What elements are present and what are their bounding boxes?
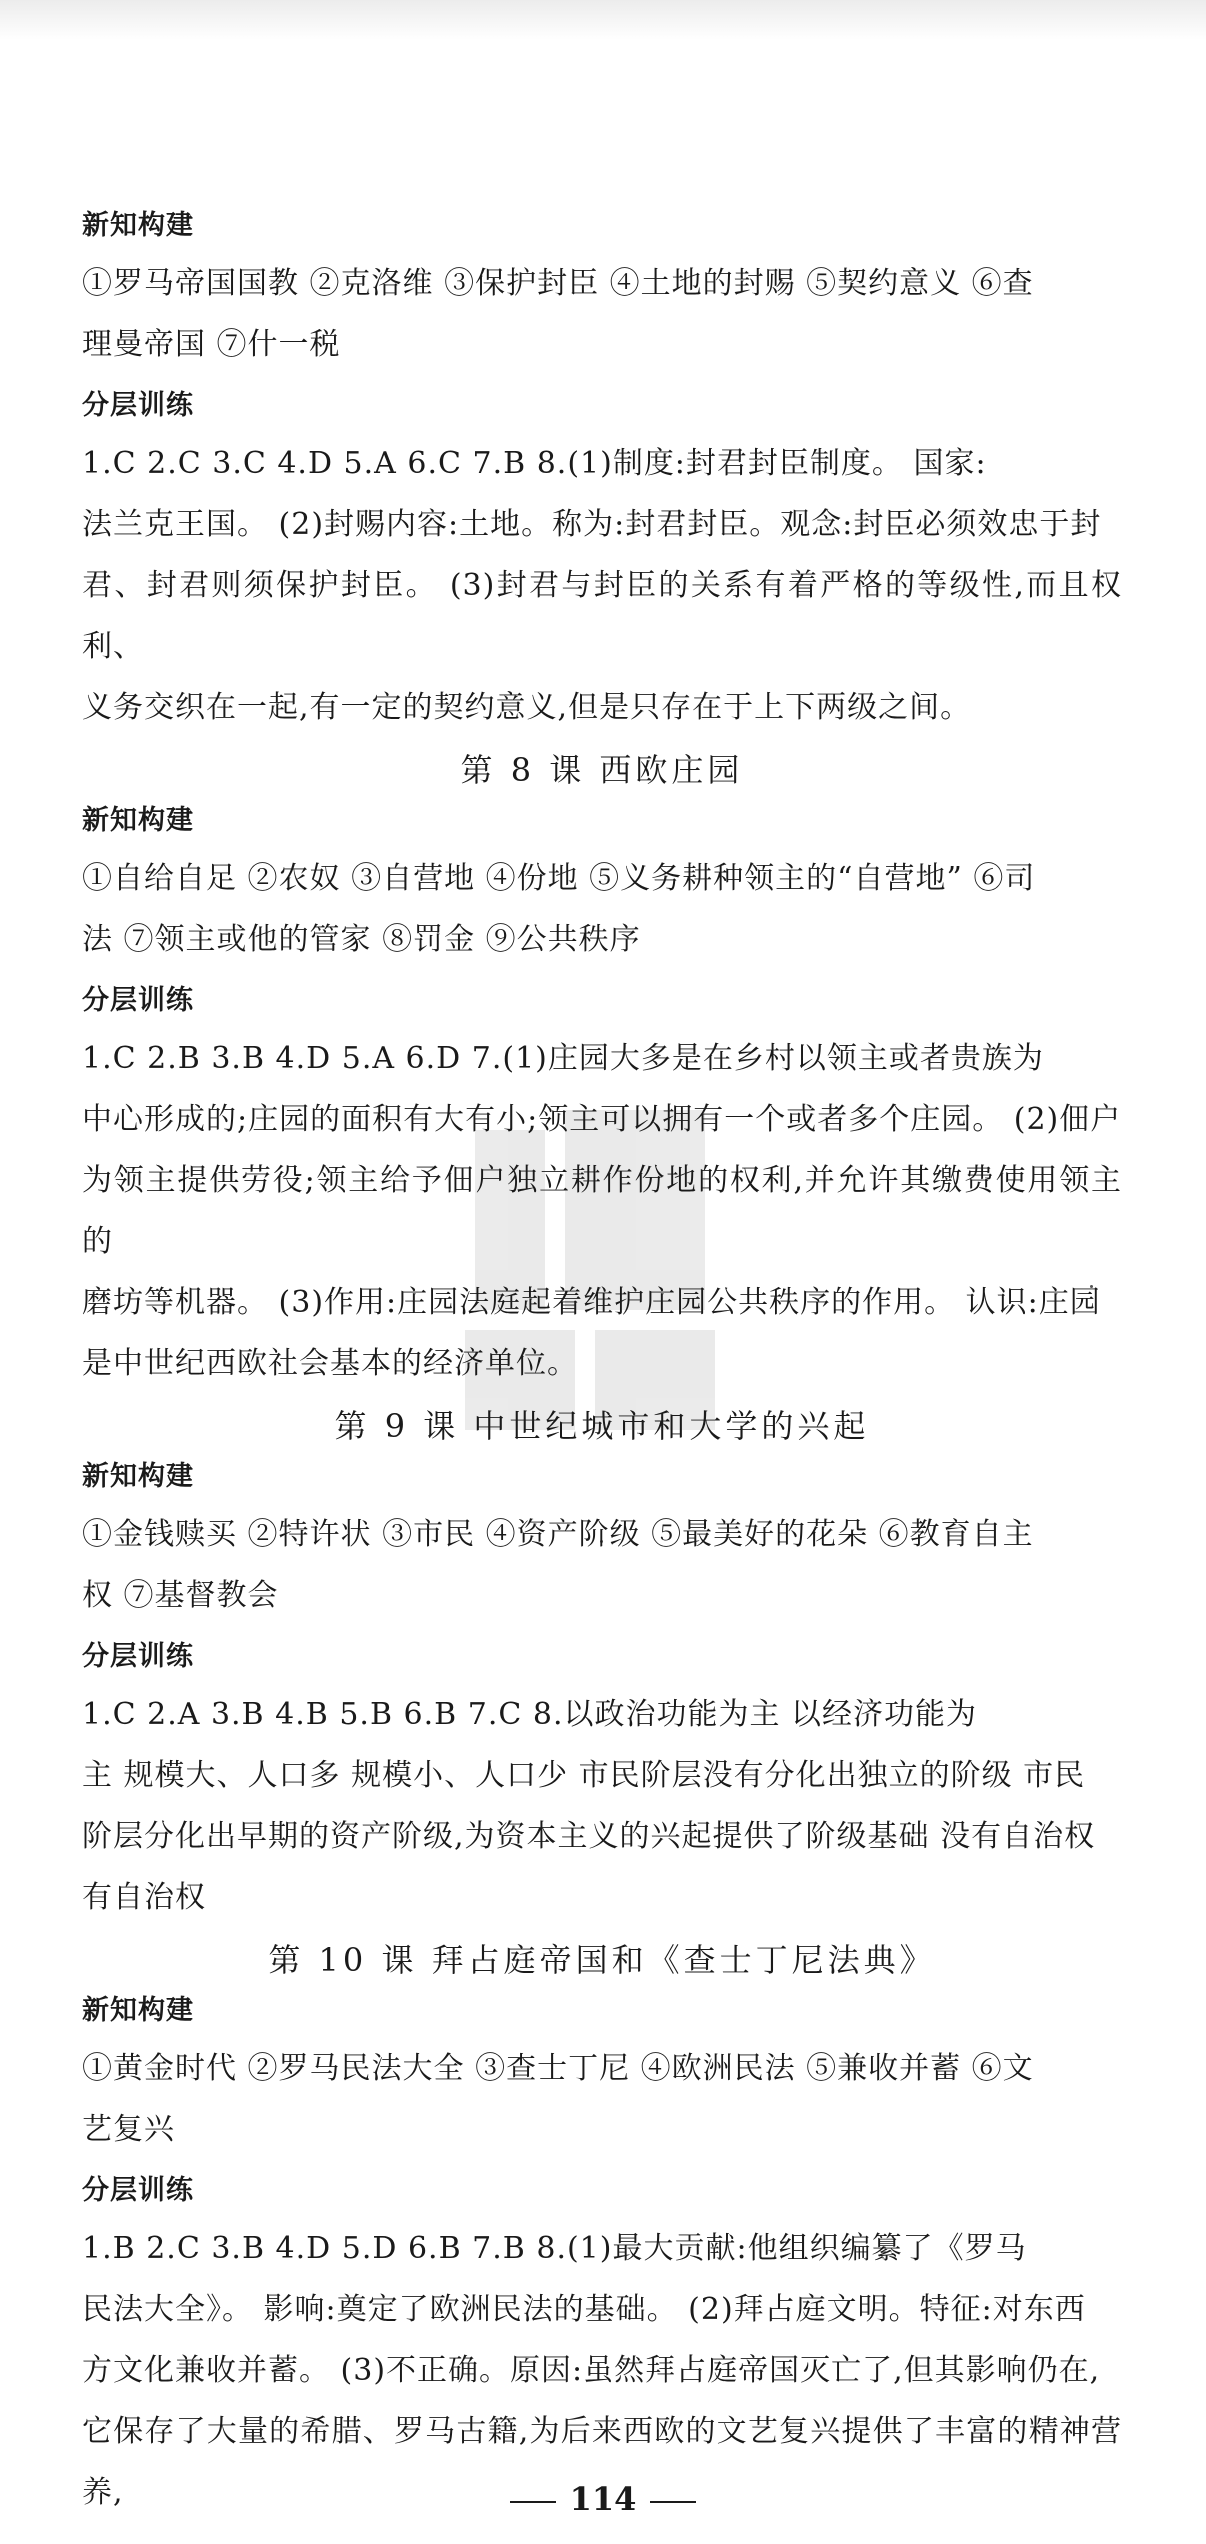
subheading-xinzhi: 新知构建 [82,210,194,241]
answer-content [82,195,1122,2523]
answer-line: 义务交织在一起,有一定的契约意义,但是只存在于上下两级之间。 [82,690,972,725]
answer-line: 为领主提供劳役;领主给予佃户独立耕作份地的权利,并允许其缴费使用领主的 [82,1163,1122,1259]
answer-line: ①金钱赎买 ②特许状 ③市民 ④资产阶级 ⑤最美好的花朵 ⑥教育自主 [82,1517,1034,1552]
answer-line: 法 ⑦领主或他的管家 ⑧罚金 ⑨公共秩序 [82,922,641,957]
lesson-title: 第 8 课 西欧庄园 [460,751,744,789]
page-number-dash [650,2501,696,2503]
answer-line: 法兰克王国。 (2)封赐内容:土地。称为:封君封臣。观念:封臣必须效忠于封 [82,507,1102,542]
answer-line: 民法大全》。 影响:奠定了欧洲民法的基础。 (2)拜占庭文明。特征:对东西 [82,2292,1086,2327]
answer-line: 艺复兴 [82,2112,175,2147]
lesson-title: 第 10 课 拜占庭帝国和《查士丁尼法典》 [268,1941,936,1979]
section-lesson7 [82,209,1122,738]
answer-line: ①自给自足 ②农奴 ③自营地 ④份地 ⑤义务耕种领主的“自营地” ⑥司 [82,861,1036,896]
answer-line: 是中世纪西欧社会基本的经济单位。 [82,1346,578,1381]
answer-line: 中心形成的;庄园的面积有大有小;领主可以拥有一个或者多个庄园。 (2)佃户 [82,1102,1122,1137]
answer-line: 磨坊等机器。 (3)作用:庄园法庭起着维护庄园公共秩序的作用。 认识:庄园 [82,1285,1101,1320]
subheading-fenceng: 分层训练 [82,985,194,1016]
subheading-xinzhi: 新知构建 [82,1995,194,2026]
answer-line: 1.C 2.B 3.B 4.D 5.A 6.D 7.(1)庄园大多是在乡村以领主或者贵族为 [82,1041,1044,1076]
subheading-fenceng: 分层训练 [82,2175,194,2206]
section-lesson10 [82,1940,1122,2523]
subheading-xinzhi: 新知构建 [82,1461,194,1492]
answer-line: ①罗马帝国国教 ②克洛维 ③保护封臣 ④土地的封赐 ⑤契约意义 ⑥查 [82,266,1034,301]
answer-line: 1.C 2.C 3.C 4.D 5.A 6.C 7.B 8.(1)制度:封君封臣制度。 国家: [82,446,987,481]
answer-line: 它保存了大量的希腊、罗马古籍,为后来西欧的文艺复兴提供了丰富的精神营养, [82,2414,1122,2510]
answer-line: 1.C 2.A 3.B 4.B 5.B 6.B 7.C 8.以政治功能为主 以经济功能为 [82,1697,978,1732]
page-number [0,2480,1206,2518]
subheading-fenceng: 分层训练 [82,390,194,421]
answer-line: 权 ⑦基督教会 [82,1578,279,1613]
answer-line: 有自治权 [82,1880,206,1915]
answer-line: 方文化兼收并蓄。 (3)不正确。原因:虽然拜占庭帝国灭亡了,但其影响仍在, [82,2353,1101,2388]
answer-line: 理曼帝国 ⑦什一税 [82,327,341,362]
scan-shadow [0,0,1206,40]
answer-line: 主 规模大、人口多 规模小、人口少 市民阶层没有分化出独立的阶级 市民 [82,1758,1086,1793]
section-lesson8 [82,750,1122,1394]
page-number-value: 114 [569,2480,637,2518]
section-lesson9 [82,1406,1122,1928]
answer-line: 1.B 2.C 3.B 4.D 5.D 6.B 7.B 8.(1)最大贡献:他组织编纂了《罗马 [82,2231,1027,2266]
lesson-title: 第 9 课 中世纪城市和大学的兴起 [334,1407,870,1445]
subheading-fenceng: 分层训练 [82,1641,194,1672]
answer-line: ①黄金时代 ②罗马民法大全 ③查士丁尼 ④欧洲民法 ⑤兼收并蓄 ⑥文 [82,2051,1034,2086]
answer-line: 阶层分化出早期的资产阶级,为资本主义的兴起提供了阶级基础 没有自治权 [82,1819,1096,1854]
answer-line: 君、封君则须保护封臣。 (3)封君与封臣的关系有着严格的等级性,而且权利、 [82,568,1122,664]
subheading-xinzhi: 新知构建 [82,805,194,836]
page-number-dash [510,2501,556,2503]
